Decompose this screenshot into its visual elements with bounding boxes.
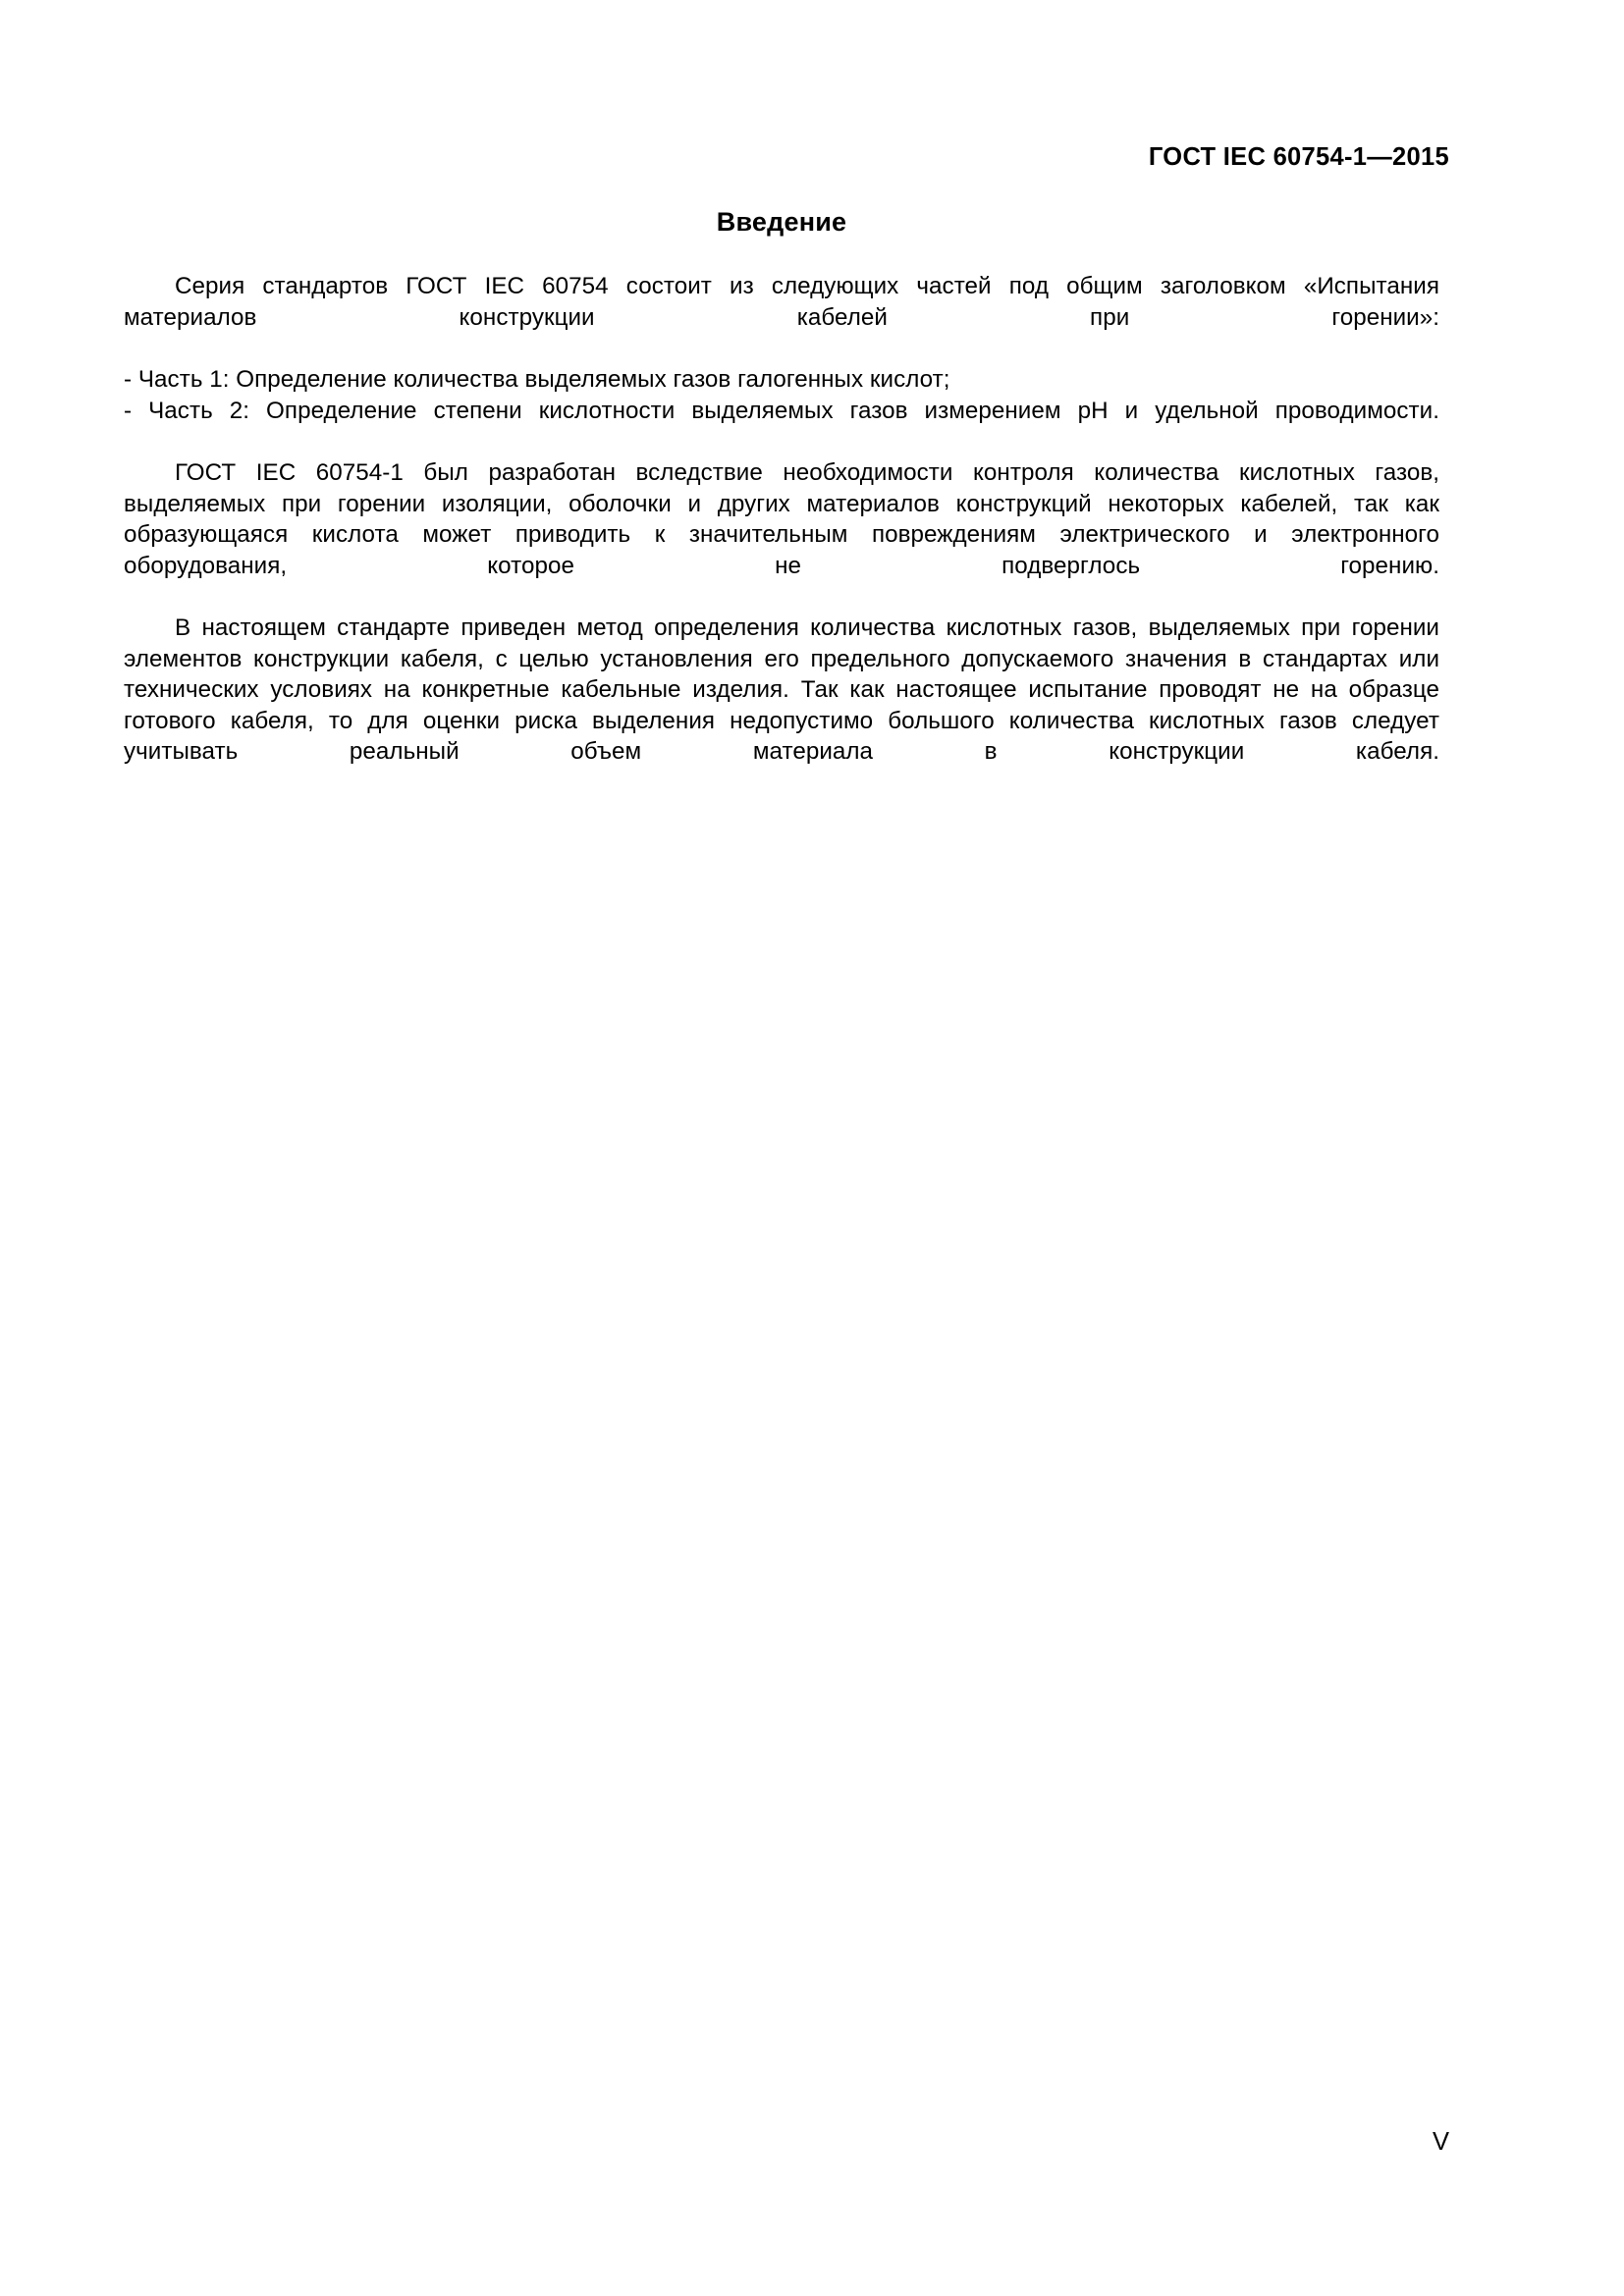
- page-title: Введение: [716, 207, 847, 237]
- list-item-part-1: - Часть 1: Определение количества выделяемых газов галогенных кислот;: [124, 366, 950, 394]
- page-number: V: [1432, 2128, 1449, 2156]
- intro-paragraph-2: ГОСТ IEC 60754-1 был разработан вследствие необходимости контроля количества кислотных газов, выделяемых при горении изоляции, оболочки и других материалов конструкций некоторых кабелей, так как образующаяся кислота может приводить к значительным повреждениям электрического и электронного оборудования, которое не подверглось горению.: [124, 458, 1439, 579]
- page-content: [124, 206, 1439, 798]
- running-head: ГОСТ IEC 60754-1—2015: [1148, 143, 1449, 171]
- intro-paragraph-1: Серия стандартов ГОСТ IEC 60754 состоит из следующих частей под общим заголовком «Испытания материалов конструкции кабелей при горении»:: [124, 273, 1439, 331]
- list-item-part-2: - Часть 2: Определение степени кислотности выделяемых газов измерением pH и удельной проводимости.: [124, 397, 1439, 424]
- intro-paragraph-3: В настоящем стандарте приведен метод определения количества кислотных газов, выделяемых при горении элементов конструкции кабеля, с целью установления его предельного допускаемого значения в стандартах или технических условиях на конкретные кабельные изделия. Так как настоящее испытание проводят не на образце готового кабеля, то для оценки риска выделения недопустимо большого количества кислотных газов следует учитывать реальный объем материала в конструкции кабеля.: [124, 614, 1439, 766]
